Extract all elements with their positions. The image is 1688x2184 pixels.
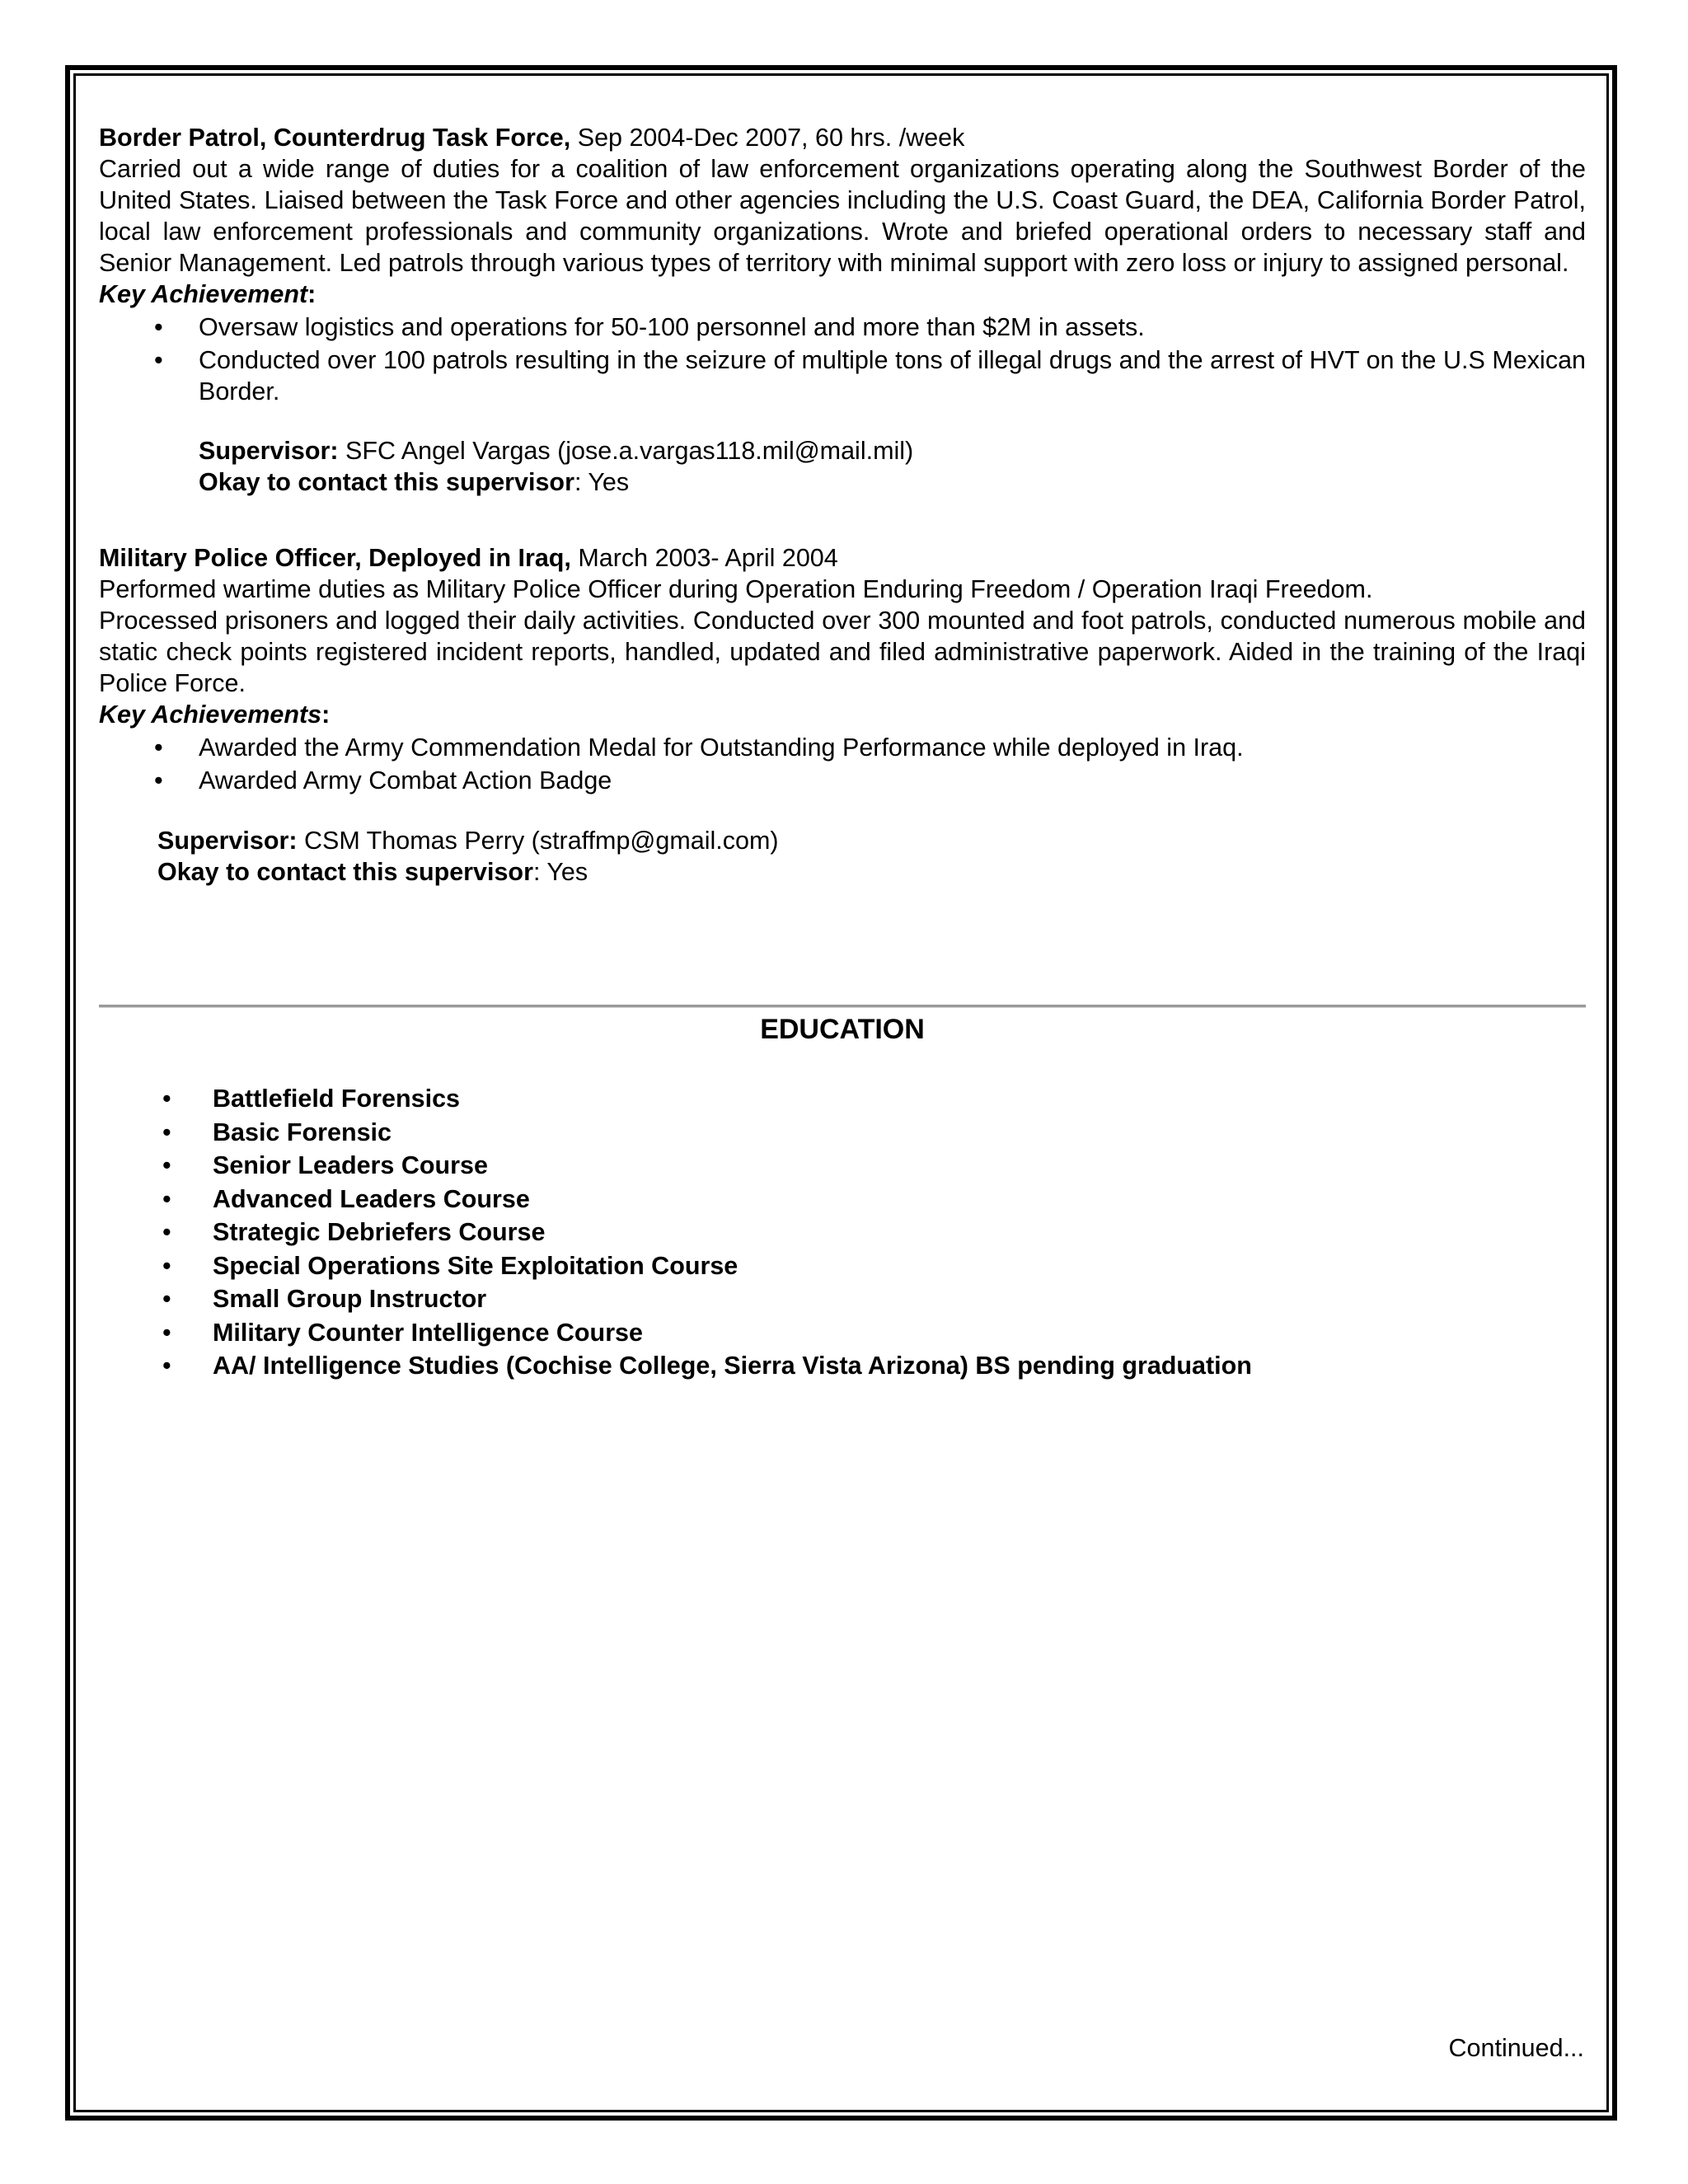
achievement-text: Awarded the Army Commendation Medal for Outstanding Performance while deployed in Iraq. — [199, 733, 1244, 762]
supervisor-value: CSM Thomas Perry (straffmp@gmail.com) — [297, 827, 779, 855]
supervisor-line — [157, 825, 1586, 856]
bullet-icon: • — [162, 1285, 171, 1313]
key-achievement-label: Key Achievement: — [99, 280, 316, 308]
achievement-text: Awarded Army Combat Action Badge — [199, 766, 612, 794]
list-item — [99, 1216, 1586, 1249]
list-item — [99, 1149, 1586, 1183]
bullet-icon: • — [154, 346, 163, 374]
bullet-icon: • — [162, 1251, 171, 1280]
job-description: Processed prisoners and logged their daily activities. Conducted over 300 mounted and foot patrols, conducted numerous mobile and static check points registered incident reports, handled, updated and filed administrative paperwork. Aided in the training of the Iraqi Police Force. — [99, 607, 1586, 697]
list-item — [99, 1349, 1586, 1383]
education-item: Strategic Debriefers Course — [213, 1218, 546, 1246]
contact-label: Okay to contact this supervisor — [157, 858, 533, 886]
education-item: Advanced Leaders Course — [213, 1184, 530, 1213]
education-item: Small Group Instructor — [213, 1285, 487, 1313]
job-entry-border-patrol — [99, 122, 1586, 498]
bullet-icon: • — [154, 733, 163, 762]
education-item: Battlefield Forensics — [213, 1085, 460, 1113]
job-dates: Sep 2004-Dec 2007, 60 hrs. /week — [570, 124, 965, 152]
list-item — [99, 1282, 1586, 1316]
contact-value: : Yes — [574, 468, 630, 496]
job-entry-military-police — [99, 542, 1586, 888]
supervisor-line — [199, 435, 1586, 466]
list-item — [99, 1249, 1586, 1283]
supervisor-value: SFC Angel Vargas (jose.a.vargas118.mil@mail.mil) — [338, 437, 914, 465]
section-divider — [99, 1005, 1586, 1007]
job-heading — [99, 542, 1586, 574]
list-item — [99, 312, 1586, 343]
resume-content — [99, 122, 1586, 888]
continued-note: Continued... — [1448, 2034, 1584, 2062]
bullet-icon: • — [154, 313, 163, 341]
achievement-text: Oversaw logistics and operations for 50-100 personnel and more than $2M in assets. — [199, 313, 1145, 341]
list-item — [99, 1183, 1586, 1216]
supervisor-label: Supervisor: — [157, 827, 298, 855]
bullet-icon: • — [154, 766, 163, 794]
list-item — [99, 1116, 1586, 1150]
achievement-text: Conducted over 100 patrols resulting in the seizure of multiple tons of illegal drugs and the arrest of HVT on the U.S Mexican Border. — [199, 346, 1586, 405]
bullet-icon: • — [162, 1184, 171, 1213]
education-item: Special Operations Site Exploitation Course — [213, 1251, 738, 1280]
bullet-icon: • — [162, 1118, 171, 1146]
education-item: Military Counter Intelligence Course — [213, 1318, 643, 1347]
key-achievement-label: Key Achievements: — [99, 701, 331, 729]
job-dates: March 2003- April 2004 — [570, 544, 838, 572]
education-item: AA/ Intelligence Studies (Cochise College, Sierra Vista Arizona) BS pending graduation — [213, 1352, 1252, 1380]
bullet-icon: • — [162, 1085, 171, 1113]
supervisor-label: Supervisor: — [199, 437, 339, 465]
job-title: Military Police Officer, Deployed in Iraq, — [99, 544, 571, 572]
education-list — [99, 1082, 1586, 1383]
bullet-icon: • — [162, 1151, 171, 1179]
contact-line — [157, 856, 1586, 888]
education-item: Basic Forensic — [213, 1118, 392, 1146]
list-item — [99, 732, 1586, 763]
achievement-list — [99, 312, 1586, 407]
achievement-list — [99, 732, 1586, 796]
key-achievement-label-text: Key Achievement — [99, 280, 308, 308]
list-item — [99, 1082, 1586, 1116]
education-item: Senior Leaders Course — [213, 1151, 488, 1179]
job-description-first-line: Performed wartime duties as Military Police Officer during Operation Enduring Freedom / Operation Iraqi Freedom. — [99, 575, 1373, 603]
list-item — [99, 344, 1586, 407]
bullet-icon: • — [162, 1218, 171, 1246]
contact-line — [199, 466, 1586, 498]
key-achievement-label-text: Key Achievements — [99, 701, 322, 729]
education-heading: EDUCATION — [760, 1014, 925, 1045]
contact-label: Okay to contact this supervisor — [199, 468, 574, 496]
contact-value: : Yes — [532, 858, 588, 886]
list-item — [99, 1316, 1586, 1350]
supervisor-block — [99, 825, 1586, 888]
job-description: Carried out a wide range of duties for a coalition of law enforcement organizations operating along the Southwest Border of the United States. Liaised between the Task Force and other agencies including the U.S. Coast Guard, the DEA, California Border Patrol, local law enforcement professionals and community organizations. Wrote and briefed operational orders to necessary staff and Senior Management. Led patrols through various types of territory with minimal support with zero loss or injury to assigned personal. — [99, 155, 1586, 277]
supervisor-block — [99, 435, 1586, 498]
list-item — [99, 765, 1586, 796]
job-title: Border Patrol, Counterdrug Task Force, — [99, 124, 571, 152]
job-heading — [99, 122, 1586, 153]
bullet-icon: • — [162, 1318, 171, 1347]
bullet-icon: • — [162, 1352, 171, 1380]
